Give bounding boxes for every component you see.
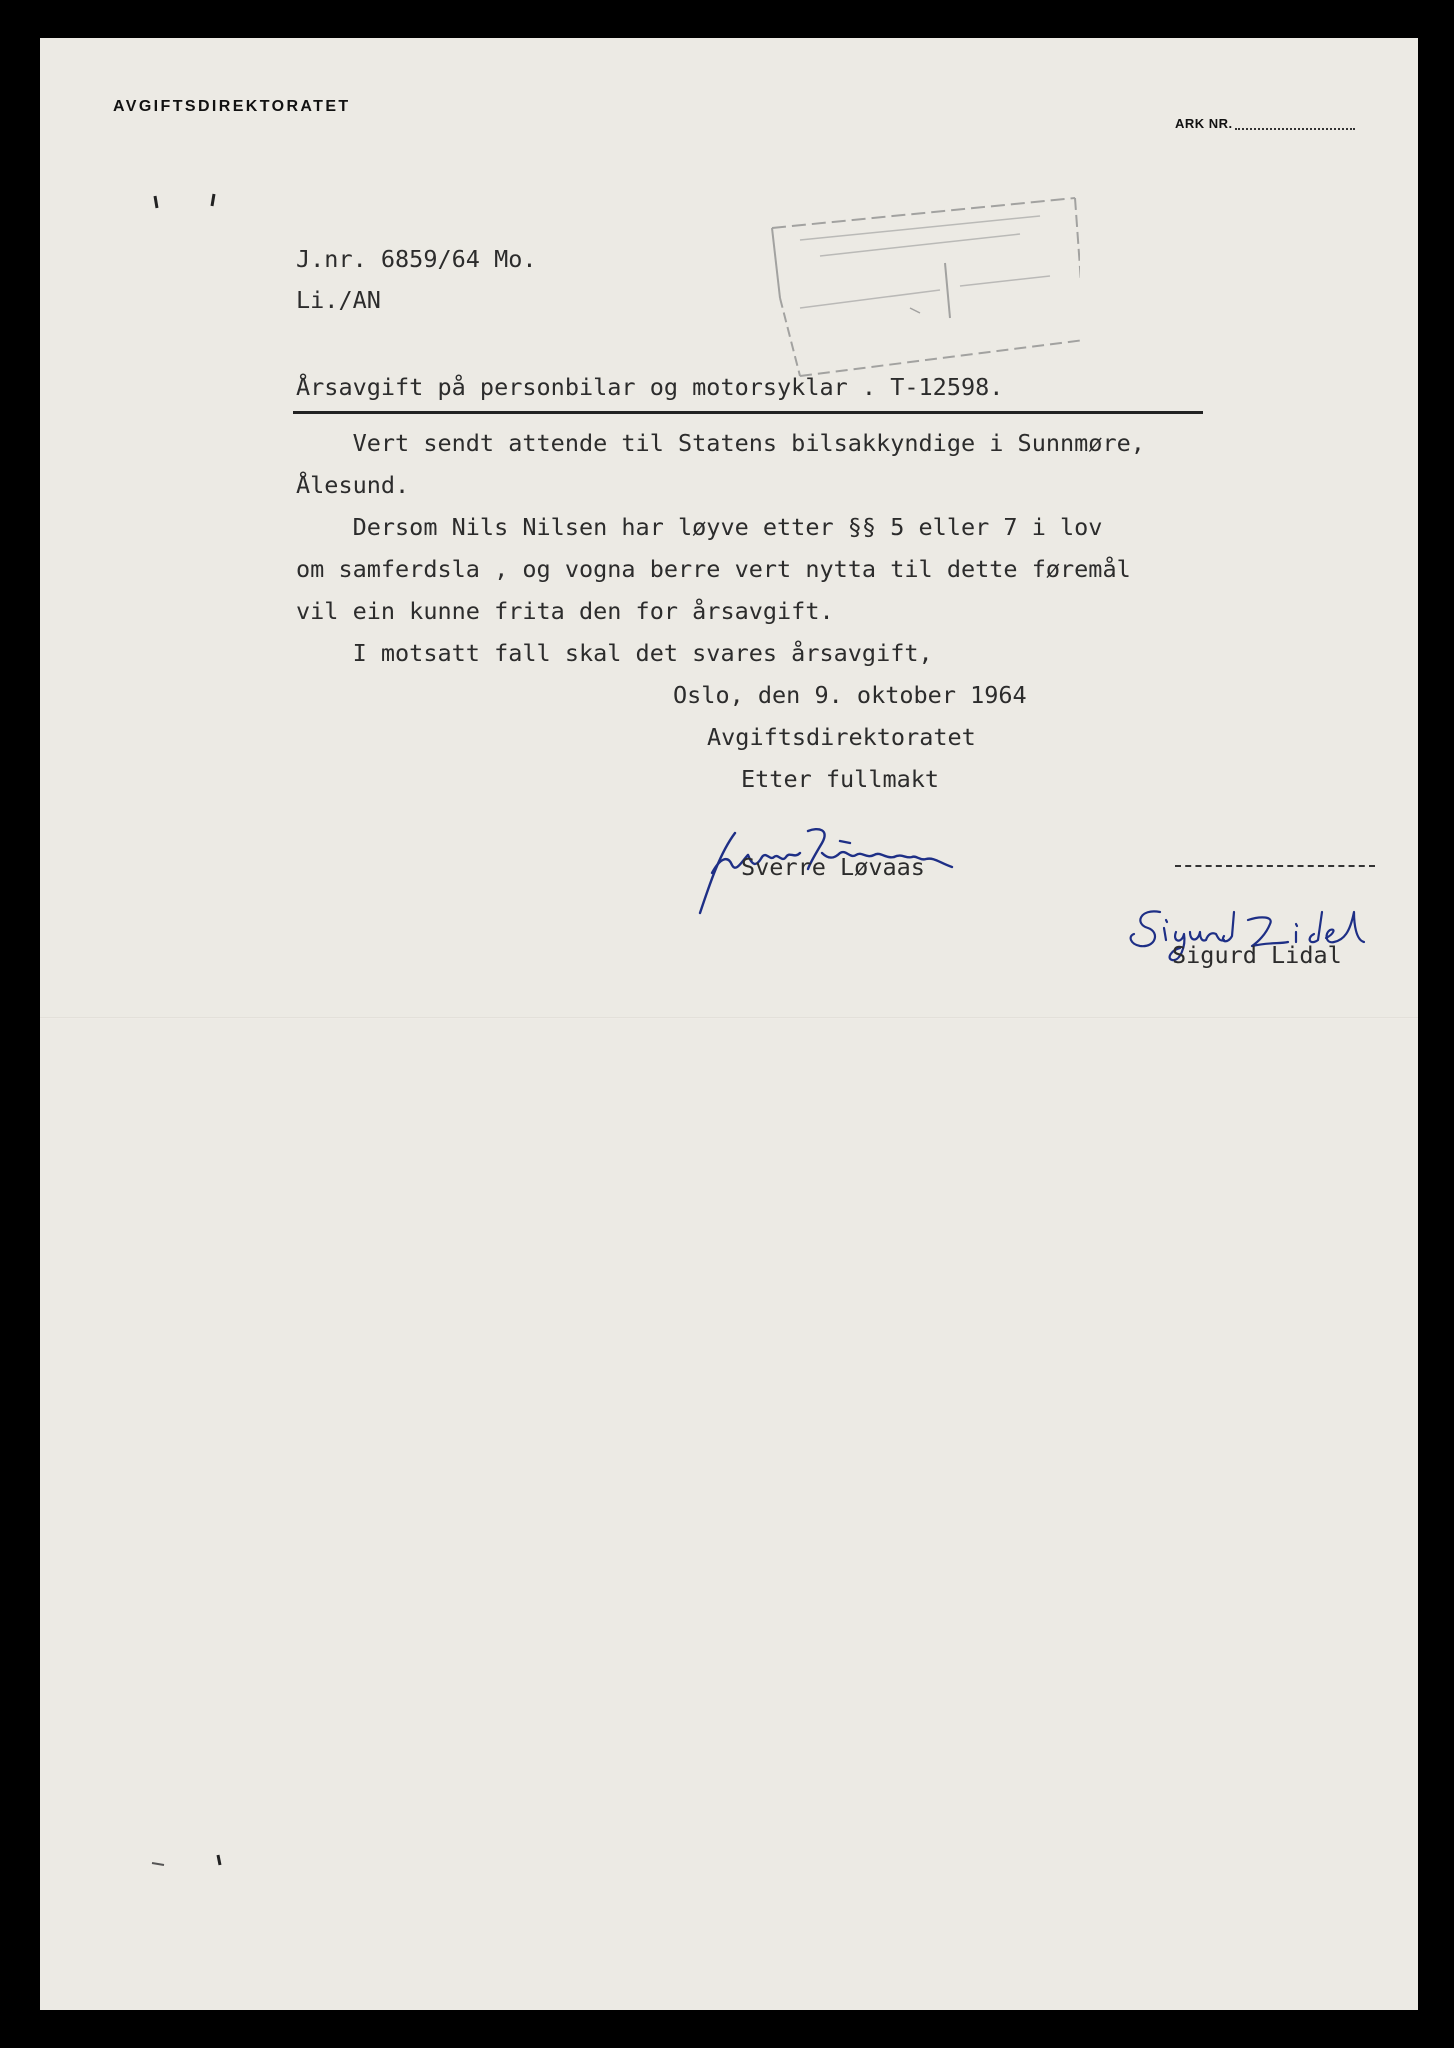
fold-line [40,1017,1418,1019]
letterhead: AVGIFTSDIREKTORATET [113,98,351,115]
body-line: om samferdsla , og vogna berre vert nytta til dette føremål [296,555,1131,583]
signing-authority: Etter fullmakt [741,765,940,793]
body-line: I motsatt fall skal det svares årsavgift, [296,639,933,667]
punch-mark-bottom [148,1843,228,1873]
journal-number: J.nr. 6859/64 Mo. [296,245,537,273]
body-line: Vert sendt attende til Statens bilsakkyndige i Sunnmøre, [296,429,1145,457]
ark-nr-field [1175,116,1355,131]
signature-separator [1175,865,1375,867]
body-line: Dersom Nils Nilsen har løyve etter §§ 5 eller 7 i lov [296,513,1103,541]
place-date: Oslo, den 9. oktober 1964 [673,681,1027,709]
document-page [40,38,1418,2010]
typed-name-sverre: Sverre Løvaas [741,853,925,881]
reference-initials: Li./AN [296,286,381,314]
typed-name-sigurd: Sigurd Lidal [1172,941,1342,969]
punch-mark-top [150,188,230,218]
received-stamp [760,158,1080,378]
body-line: vil ein kunne frita den for årsavgift. [296,597,834,625]
subject-underline [293,411,1203,414]
body-line: Ålesund. [296,471,410,499]
ark-nr-label: ARK NR. [1175,116,1233,131]
signing-organization: Avgiftsdirektoratet [707,723,976,751]
subject-line: Årsavgift på personbilar og motorsyklar . T-12598. [296,373,1004,401]
